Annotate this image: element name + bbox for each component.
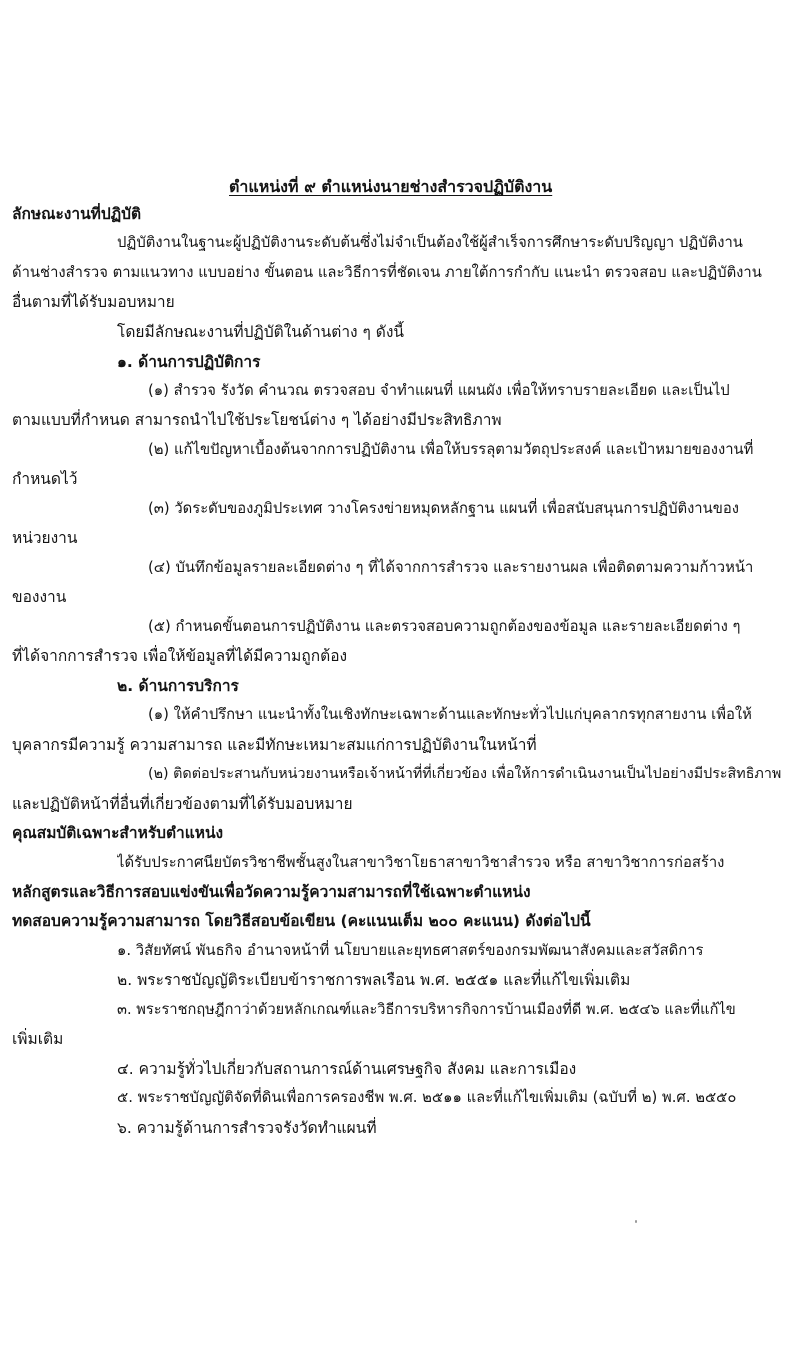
paragraph-line: ปฏิบัติงานในฐานะผู้ปฏิบัติงานระดับต้นซึ่งไม่จำเป็นต้องใช้ผู้สำเร็จการศึกษาระดับปริญญา ปฏิบัติงาน (117, 234, 743, 251)
subheading-services: ๒. ด้านการบริการ (117, 677, 239, 695)
section-heading-qualifications: คุณสมบัติเฉพาะสำหรับตำแหน่ง (12, 824, 224, 842)
list-item: (๑) ให้คำปรึกษา แนะนำทั้งในเชิงทักษะเฉพาะด้านและทักษะทั่วไปแก่บุคลากรทุกสายงาน เพื่อให้ (148, 706, 752, 723)
list-item-continuation: ตามแบบที่กำหนด สามารถนำไปใช้ประโยชน์ต่าง ๆ ได้อย่างมีประสิทธิภาพ (12, 411, 502, 429)
list-item: ๖. ความรู้ด้านการสำรวจรังวัดทำแผนที่ (117, 1119, 377, 1137)
position-title: ตำแหน่งที่ ๙ ตำแหน่งนายช่างสำรวจปฏิบัติงาน (229, 177, 553, 196)
list-item-continuation: ที่ได้จากการสำรวจ เพื่อให้ข้อมูลที่ได้มีความถูกต้อง (12, 647, 348, 665)
paragraph-line: ด้านช่างสำรวจ ตามแนวทาง แบบอย่าง ขั้นตอน และวิธีการที่ชัดเจน ภายใต้การกำกับ แนะนำ ตรวจสอบ และปฏิบัติงาน (12, 264, 762, 281)
list-item-continuation: บุคลากรมีความรู้ ความสามารถ และมีทักษะเหมาะสมแก่การปฏิบัติงานในหน้าที่ (12, 736, 537, 754)
scan-speck (635, 1220, 637, 1223)
list-item: (๑) สำรวจ รังวัด คำนวณ ตรวจสอบ จำทำแผนที่ แผนผัง เพื่อให้ทราบรายละเอียด และเป็นไป (148, 382, 730, 399)
list-item: (๓) วัดระดับของภูมิประเทศ วางโครงข่ายหมุดหลักฐาน แผนที่ เพื่อสนับสนุนการปฏิบัติงานของ (148, 500, 739, 517)
list-item-continuation: หน่วยงาน (12, 529, 78, 547)
list-item: ๓. พระราชกฤษฎีกาว่าด้วยหลักเกณฑ์และวิธีการบริหารกิจการบ้านเมืองที่ดี พ.ศ. ๒๕๔๖ และที่แก้ไข (117, 1001, 736, 1018)
section-heading-exam-curriculum: หลักสูตรและวิธีการสอบแข่งขันเพื่อวัดความรู้ความสามารถที่ใช้เฉพาะตำแหน่ง (12, 883, 531, 901)
paragraph-line: ได้รับประกาศนียบัตรวิชาชีพชั้นสูงในสาขาวิชาโยธาสาขาวิชาสำรวจ หรือ สาขาวิชาการก่อสร้าง (117, 854, 725, 871)
list-item-continuation: และปฏิบัติหน้าที่อื่นที่เกี่ยวข้องตามที่ได้รับมอบหมาย (12, 795, 353, 813)
list-item-continuation: กำหนดไว้ (12, 470, 78, 488)
subheading-operations: ๑. ด้านการปฏิบัติการ (117, 353, 261, 371)
list-item: (๕) กำหนดขั้นตอนการปฏิบัติงาน และตรวจสอบความถูกต้องของข้อมูล และรายละเอียดต่าง ๆ (148, 618, 741, 635)
section-heading-job-nature: ลักษณะงานที่ปฏิบัติ (12, 205, 142, 223)
paragraph-line: อื่นตามที่ได้รับมอบหมาย (12, 293, 175, 311)
paragraph-line: โดยมีลักษณะงานที่ปฏิบัติในด้านต่าง ๆ ดังนี้ (117, 323, 405, 341)
list-item: ๒. พระราชบัญญัติระเบียบข้าราชการพลเรือน พ.ศ. ๒๕๕๑ และที่แก้ไขเพิ่มเติม (117, 971, 631, 989)
list-item: (๔) บันทึกข้อมูลรายละเอียดต่าง ๆ ที่ได้จากการสำรวจ และรายงานผล เพื่อติดตามความก้าวหน้า (148, 559, 754, 576)
list-item: ๔. ความรู้ทั่วไปเกี่ยวกับสถานการณ์ด้านเศรษฐกิจ สังคม และการเมือง (117, 1060, 577, 1078)
section-heading-written-test: ทดสอบความรู้ความสามารถ โดยวิธีสอบข้อเขียน (คะแนนเต็ม ๒๐๐ คะแนน) ดังต่อไปนี้ (12, 912, 591, 930)
list-item: ๕. พระราชบัญญัติจัดที่ดินเพื่อการครองชีพ พ.ศ. ๒๕๑๑ และที่แก้ไขเพิ่มเติม (ฉบับที่ ๒) พ.ศ. ๒๕๕๐ (117, 1089, 737, 1106)
list-item-continuation: ของงาน (12, 588, 67, 606)
list-item: ๑. วิสัยทัศน์ พันธกิจ อำนาจหน้าที่ นโยบายและยุทธศาสตร์ของกรมพัฒนาสังคมและสวัสดิการ (117, 942, 704, 959)
list-item: (๒) ติดต่อประสานกับหน่วยงานหรือเจ้าหน้าที่ที่เกี่ยวข้อง เพื่อให้การดำเนินงานเป็นไปอย่างมีประสิทธิภาพ (148, 766, 782, 782)
list-item: (๒) แก้ไขปัญหาเบื้องต้นจากการปฏิบัติงาน เพื่อให้บรรลุตามวัตถุประสงค์ และเป้าหมายของงานที่ (148, 441, 754, 458)
list-item-continuation: เพิ่มเติม (12, 1030, 64, 1048)
